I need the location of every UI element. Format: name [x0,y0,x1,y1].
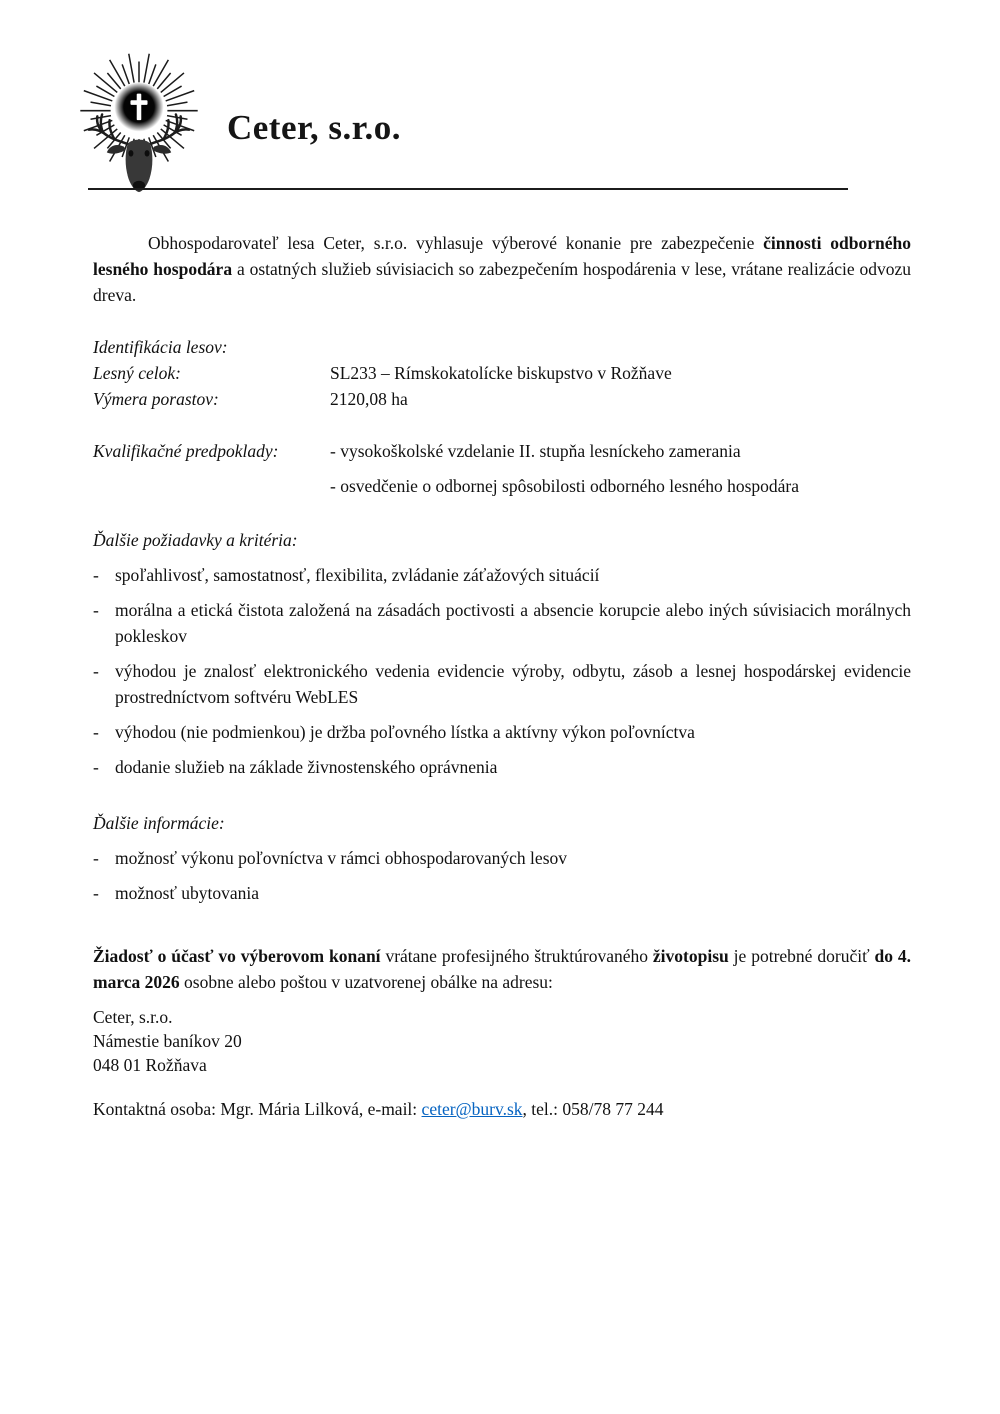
row-label: Výmera porastov: [93,389,219,409]
intro-text-1: Obhospodarovateľ lesa Ceter, s.r.o. vyhlasuje výberové konanie pre zabezpečenie [148,233,764,253]
dash-bullet: - [93,722,99,742]
info-heading: Ďalšie informácie: [93,813,225,833]
address-line: Ceter, s.r.o. [93,1007,173,1027]
stag-cross-logo-icon [68,52,210,194]
identification-heading: Identifikácia lesov: [93,337,228,357]
list-item-text: spoľahlivosť, samostatnosť, flexibilita, zvládanie záťažových situácií [115,565,600,585]
requirements-section [93,527,911,780]
list-item [93,845,911,871]
intro-text-2: a ostatných služieb súvisiacich so zabezpečením hospodárenia v lese, vrátane realizácie odvozu dreva. [93,259,912,305]
application-bold-3: do 4. marca 2026 [93,946,911,992]
application-text-3: osobne alebo poštou v uzatvorenej obálke na adresu: [179,972,553,992]
qualifications-items [330,438,911,499]
dash-bullet: - [93,883,99,903]
contact-text-2: , tel.: 058/78 77 244 [522,1099,664,1119]
row-value: SL233 – Rímskokatolícke biskupstvo v Rožňave [330,363,672,383]
list-item-text: možnosť ubytovania [115,883,260,903]
dash-bullet: - [93,661,99,681]
address-block [93,1005,911,1077]
list-item [93,719,911,745]
list-item [93,658,911,710]
email-link[interactable]: ceter@burv.sk [421,1099,523,1119]
list-item-text: dodanie služieb na základe živnostenského oprávnenia [115,757,498,777]
qualifications-section [93,438,911,499]
requirements-heading: Ďalšie požiadavky a kritéria: [93,530,298,550]
list-item-text: možnosť výkonu poľovníctva v rámci obhospodarovaných lesov [115,848,568,868]
list-item [93,754,911,780]
list-item [93,597,911,649]
identification-row [93,360,911,386]
list-item [93,562,911,588]
list-item-text: výhodou je znalosť elektronického vedenia evidencie výroby, odbytu, zásob a lesnej hospodárskej evidencie prostredníctvom softvéru WebLES [115,661,911,707]
header-divider [88,188,848,190]
qualification-item: - vysokoškolské vzdelanie II. stupňa lesníckeho zamerania [330,441,741,461]
application-bold-2: životopisu [652,946,729,966]
contact-text-1: Kontaktná osoba: Mgr. Mária Lilková, e-mail: [93,1099,422,1119]
info-section [93,810,911,906]
address-line: 048 01 Rožňava [93,1055,207,1075]
company-name: Ceter, s.r.o. [227,108,402,147]
info-list [93,845,911,906]
application-text-1: vrátane profesijného štruktúrovaného [380,946,653,966]
list-item-text: morálna a etická čistota založená na zásadách poctivosti a absencie korupcie alebo iných súvisiacich morálnych pokleskov [115,600,911,646]
identification-section [93,334,911,412]
row-value: 2120,08 ha [330,389,408,409]
qualification-item: - osvedčenie o odbornej spôsobilosti odborného lesného hospodára [330,476,800,496]
application-text-2: je potrebné doručiť [728,946,875,966]
document-body [93,230,911,1122]
address-line: Námestie baníkov 20 [93,1031,242,1051]
list-item-text: výhodou (nie podmienkou) je držba poľovného lístka a aktívny výkon poľovníctva [115,722,695,742]
intro-paragraph [93,230,911,308]
letterhead [0,0,1000,233]
dash-bullet: - [93,848,99,868]
contact-line [93,1096,911,1122]
intro-bold: činnosti odborného lesného hospodára [93,233,911,279]
identification-row [93,386,911,412]
list-item [93,880,911,906]
row-label: Lesný celok: [93,363,181,383]
requirements-list [93,562,911,780]
dash-bullet: - [93,565,99,585]
qualifications-label: Kvalifikačné predpoklady: [93,441,279,461]
application-paragraph [93,943,911,995]
dash-bullet: - [93,600,99,620]
dash-bullet: - [93,757,99,777]
application-bold-1: Žiadosť o účasť vo výberovom konaní [93,946,381,966]
